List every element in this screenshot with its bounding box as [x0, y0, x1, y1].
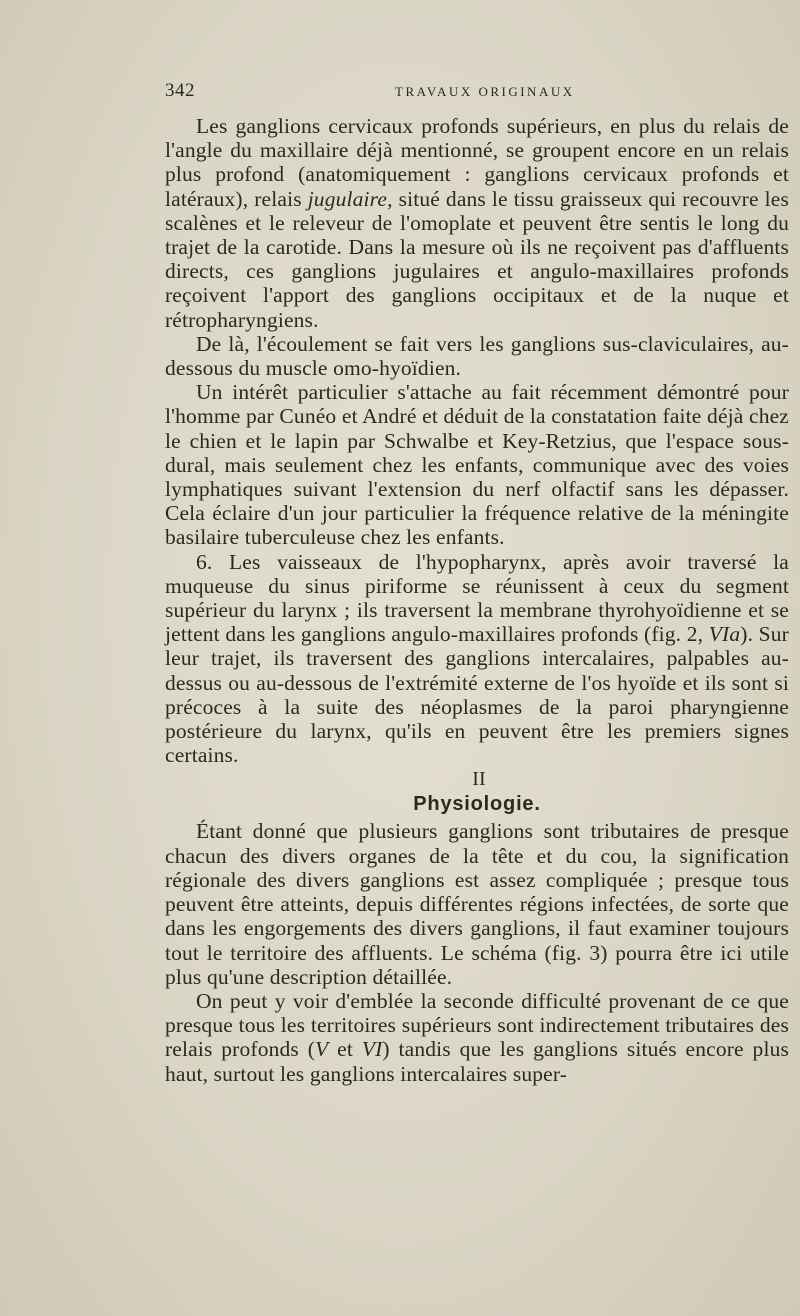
page-header [165, 80, 785, 104]
italic-relay-v: V [315, 1037, 329, 1062]
body-text [165, 114, 789, 1086]
paragraph-ganglions-profonds [165, 114, 789, 332]
text-span: situé dans le tissu graisseux qui recouvre les scalènes et le releveur de l'omoplate et peuvent être sentis le long du trajet de la carotide. Dans la mesure où ils ne reçoivent pas d'affluents directs, ces ganglions jugulaires et angulo-maxillaires profonds reçoivent l'apport des ganglions occipitaux et de la nuque et rétropharyngiens. [165, 186, 789, 332]
text-span: On peut y voir d'emblée la seconde difficulté provenant de ce que presque tous les territoires supérieurs sont indirectement tributaires des relais profonds ( [165, 988, 789, 1062]
section-number: II [472, 768, 486, 791]
text-span: et [328, 1037, 362, 1062]
italic-term-jugulaire: jugulaire, [307, 186, 393, 211]
text-span: ) tandis que les ganglions situés encore plus haut, surtout les ganglions intercalaires super- [165, 1037, 789, 1086]
section-title: Physiologie. [413, 793, 541, 816]
paragraph-etant-donne: Étant donné que plusieurs ganglions sont tributaires de presque chacun des divers organes de la tête et du cou, la signification régionale des divers ganglions est assez compliquée ; presque tous peuvent être atteints, depuis différentes régions infectées, de sorte que dans les engorgements des divers ganglions, il faut examiner toujours tout le territoire des affluents. Le schéma (fig. 3) pourra être ici utile plus qu'une description détaillée. [165, 819, 789, 989]
italic-figure-ref: VIa [708, 622, 741, 647]
italic-relay-vi: VI [361, 1037, 383, 1062]
paragraph-hypopharynx [165, 550, 789, 768]
page-number: 342 [165, 80, 195, 101]
text-span: 6. Les vaisseaux de l'hypopharynx, après avoir traversé la muqueuse du sinus piriforme se réunissent à ceux du segment supérieur du larynx ; ils traversent la membrane thyrohyoïdienne et se jettent dans les ganglions angulo-maxillaires profonds (fig. 2, [165, 549, 789, 647]
text-span: Les ganglions cervicaux profonds supérieurs, en plus du relais de l'angle du maxillaire déjà mentionné, se groupent encore en un relais plus profond (anatomiquement : ganglions cervicaux profonds et latéraux), relais [165, 114, 789, 211]
running-title: TRAVAUX ORIGINAUX [395, 84, 575, 99]
text-span: ). Sur leur trajet, ils traversent des ganglions intercalaires, palpables au-dessus ou au-dessous de l'extrémité externe de l'os hyoïde et ils sont si précoces à la suite des néoplasmes de la paroi pharyngienne postérieure du larynx, qu'ils en peuvent être les premiers signes certains. [165, 622, 789, 768]
paragraph-interet-particulier: Un intérêt particulier s'attache au fait récemment démontré pour l'homme par Cunéo et André et déduit de la constatation faite déjà chez le chien et le lapin par Schwalbe et Key-Retzius, que l'espace sous-dural, mais seulement chez les enfants, communique avec des voies lymphatiques suivant l'extension du nerf olfactif sans les dépasser. Cela éclaire d'un jour particulier la fréquence relative de la méningite basilaire tuberculeuse chez les enfants. [165, 380, 789, 550]
paragraph-ecoulement: De là, l'écoulement se fait vers les ganglions sus-claviculaires, au-dessous du muscle omo-hyoïdien. [165, 331, 789, 381]
paragraph-on-peut-voir [165, 989, 789, 1086]
